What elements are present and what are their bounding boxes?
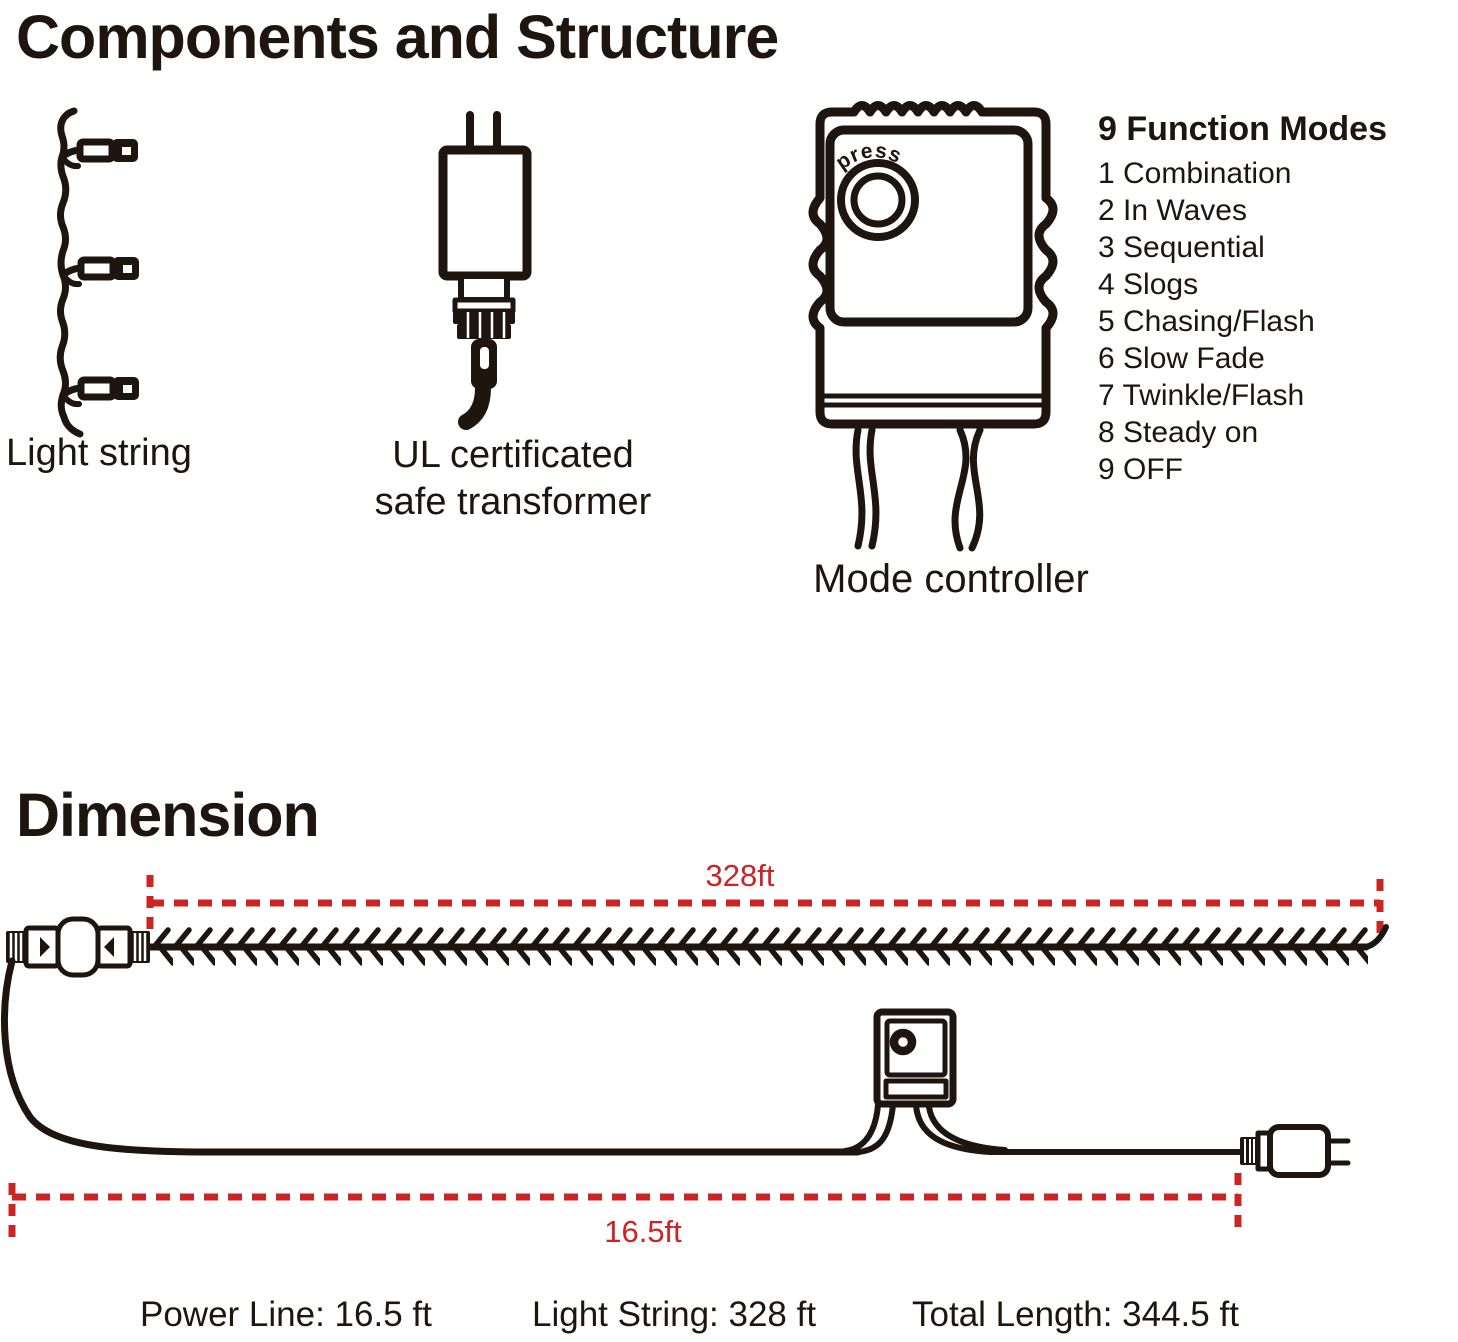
transformer-icon [420,105,600,440]
summary-power-line: Power Line: 16.5 ft [140,1295,432,1334]
transformer-label-line1: UL certificated [392,434,634,476]
light-string-label: Light string [6,432,192,474]
mode-item-1: 1 Combination [1098,157,1292,190]
function-modes-panel [1098,110,1387,488]
transformer-cord [466,388,483,422]
string-connector [6,919,150,975]
bulb-1 [62,139,138,166]
bulb-2 [63,257,139,284]
mode-item-2: 2 In Waves [1098,194,1247,227]
dimension-diagram [0,855,1458,1285]
inline-controller [877,1012,953,1104]
mode-item-7: 7 Twinkle/Flash [1098,379,1305,412]
string-length-label: 328ft [705,858,775,893]
transformer-body [443,150,527,276]
mode-item-4: 4 Slogs [1098,268,1199,301]
power-length-label: 16.5ft [604,1214,682,1249]
light-string-icon [38,105,258,440]
press-label: press [831,139,906,175]
mode-item-8: 8 Steady on [1098,416,1259,449]
components-title: Components and Structure [16,3,779,71]
dimension-title: Dimension [16,781,319,849]
power-line [5,961,1240,1152]
power-plug [1240,1127,1348,1175]
mode-item-5: 5 Chasing/Flash [1098,305,1315,338]
controller-wire-left [856,430,862,546]
mode-controller-icon [788,98,1078,563]
summary-total-length: Total Length: 344.5 ft [912,1295,1239,1334]
function-modes-heading: 9 Function Modes [1098,110,1387,148]
summary-light-string: Light String: 328 ft [532,1295,817,1334]
bulb-3 [63,377,139,404]
light-string-run [150,925,1386,969]
controller-wire-right [955,430,966,548]
transformer-label [358,432,668,526]
mode-item-9: 9 OFF [1098,453,1184,486]
mode-item-6: 6 Slow Fade [1098,342,1265,375]
transformer-prongs [470,115,497,150]
transformer-label-line2: safe transformer [374,481,652,523]
mode-controller-label: Mode controller [813,557,1089,601]
mode-item-3: 3 Sequential [1098,231,1265,264]
